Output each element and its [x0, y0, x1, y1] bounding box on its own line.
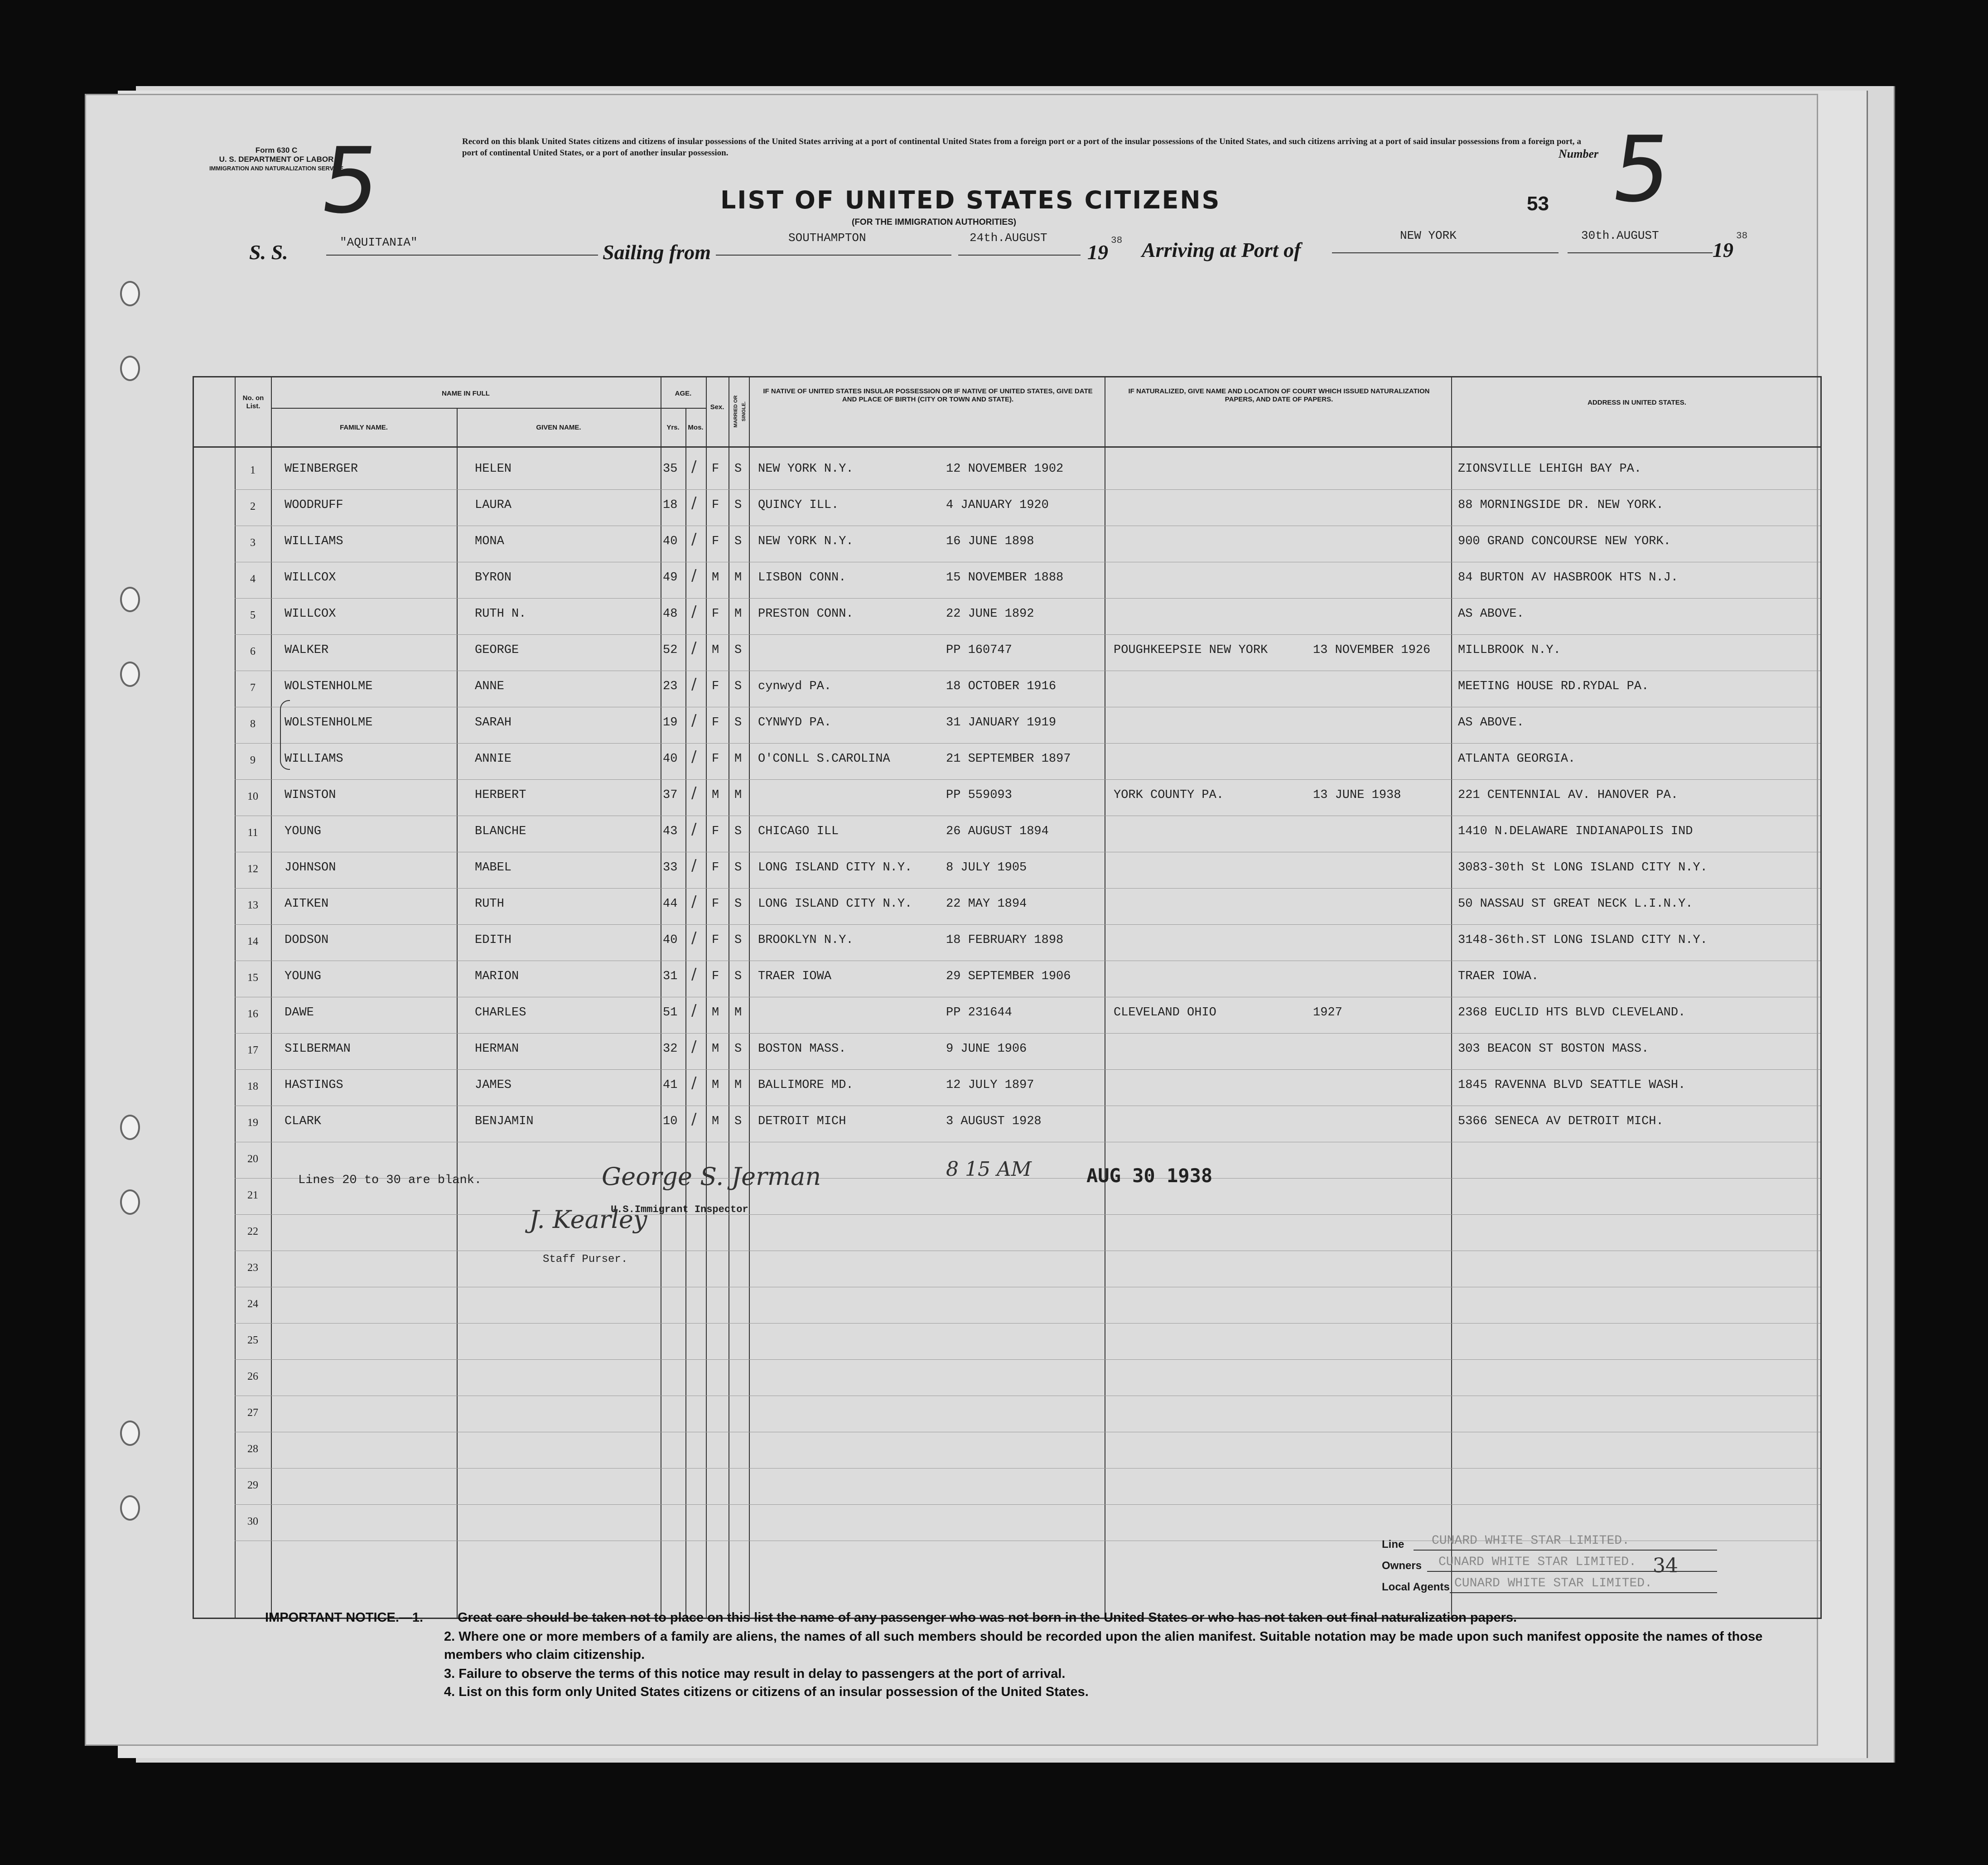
cell-birth-date: 12 NOVEMBER 1902 — [946, 462, 1064, 476]
header-sex: Sex. — [710, 403, 724, 411]
page-title: LIST OF UNITED STATES CITIZENS — [720, 186, 1221, 214]
cell-family: WINSTON — [285, 788, 336, 802]
handwritten-list-number: 5 — [1605, 117, 1678, 222]
cell-given: HERMAN — [475, 1042, 519, 1056]
cell-birth-date: PP 160747 — [946, 643, 1012, 657]
cell-address: 3083-30th St LONG ISLAND CITY N.Y. — [1458, 861, 1708, 875]
row-rule — [235, 1033, 1820, 1034]
cell-ms: M — [734, 1078, 742, 1092]
cell-ms: M — [734, 571, 742, 585]
owners-underline — [1427, 1571, 1717, 1572]
months-tick-mark: / — [691, 784, 697, 802]
owners-value: CUNARD WHITE STAR LIMITED. — [1438, 1555, 1636, 1569]
months-tick-mark: / — [691, 458, 697, 476]
cell-given: JAMES — [475, 1078, 512, 1092]
cell-family: DAWE — [285, 1006, 314, 1019]
cell-birth-place: LONG ISLAND CITY N.Y. — [758, 897, 912, 911]
inspector-title: U.S.Immigrant Inspector — [611, 1204, 748, 1215]
cell-yrs: 44 — [663, 897, 678, 911]
row-number: 11 — [247, 827, 258, 839]
row-number: 15 — [247, 972, 258, 984]
cell-sex: M — [712, 643, 719, 657]
cell-family: YOUNG — [285, 970, 322, 983]
cell-family: WOLSTENHOLME — [285, 716, 373, 730]
date-underline — [958, 255, 1081, 256]
cell-family: WILLIAMS — [285, 535, 343, 548]
cell-given: HERBERT — [475, 788, 526, 802]
name-header-rule — [271, 408, 706, 409]
cell-family: HASTINGS — [285, 1078, 343, 1092]
passenger-table — [193, 376, 1822, 1619]
empty-row-number: 22 — [247, 1226, 258, 1237]
cell-ms: S — [734, 498, 742, 512]
service: IMMIGRATION AND NATURALIZATION SERVICE — [209, 165, 344, 172]
header-naturalized: IF NATURALIZED, GIVE NAME AND LOCATION OF COURT WHICH ISSUED NATURALIZATION PAPERS, AND DATE OF PAPERS. — [1128, 387, 1430, 403]
row-number: 3 — [250, 537, 256, 549]
cell-nat-court: YORK COUNTY PA. — [1114, 788, 1224, 802]
row-number: 7 — [250, 682, 256, 694]
cell-birth-date: 18 OCTOBER 1916 — [946, 680, 1057, 693]
header-years: Yrs. — [666, 424, 680, 431]
cell-given: RUTH N. — [475, 607, 526, 621]
cell-yrs: 32 — [663, 1042, 678, 1056]
cell-birth-date: 12 JULY 1897 — [946, 1078, 1034, 1092]
header-address: ADDRESS IN UNITED STATES. — [1588, 399, 1686, 406]
cell-birth-date: 16 JUNE 1898 — [946, 535, 1034, 548]
months-tick-mark: / — [691, 711, 697, 730]
cell-birth-date: 31 JANUARY 1919 — [946, 716, 1057, 730]
cell-ms: S — [734, 680, 742, 693]
cell-sex: F — [712, 933, 719, 947]
cell-address: 50 NASSAU ST GREAT NECK L.I.N.Y. — [1458, 897, 1693, 911]
binder-hole — [120, 281, 140, 306]
row-number: 8 — [250, 718, 256, 730]
cell-birth-date: 15 NOVEMBER 1888 — [946, 571, 1064, 585]
cell-given: GEORGE — [475, 643, 519, 657]
empty-row-number: 29 — [247, 1479, 258, 1491]
departure-year: 38 — [1111, 236, 1123, 246]
cell-nat-date: 1927 — [1313, 1006, 1342, 1019]
notice-label: IMPORTANT NOTICE.—1. — [265, 1610, 424, 1625]
cell-sex: F — [712, 607, 719, 621]
cell-ms: M — [734, 788, 742, 802]
line-underline — [1414, 1550, 1717, 1551]
row-number: 19 — [247, 1117, 258, 1129]
row-number: 17 — [247, 1044, 258, 1056]
arrival-date: 30th.AUGUST — [1581, 229, 1659, 242]
cell-given: MARION — [475, 970, 519, 983]
row-rule — [235, 489, 1820, 490]
cell-birth-place: TRAER IOWA — [758, 970, 832, 983]
row-number: 9 — [250, 754, 256, 766]
department: U. S. DEPARTMENT OF LABOR — [219, 155, 334, 164]
row-rule — [235, 1504, 1820, 1505]
cell-given: BYRON — [475, 571, 512, 585]
cell-birth-place: NEW YORK N.Y. — [758, 535, 854, 548]
cell-birth-place: BROOKLYN N.Y. — [758, 933, 854, 947]
months-tick-mark: / — [691, 530, 697, 548]
cell-family: WOODRUFF — [285, 498, 343, 512]
number-label: Number — [1559, 147, 1599, 160]
cell-yrs: 19 — [663, 716, 678, 730]
empty-row-number: 30 — [247, 1516, 258, 1527]
agents-underline — [1450, 1592, 1717, 1593]
row-number: 4 — [250, 573, 256, 585]
cell-birth-date: 8 JULY 1905 — [946, 861, 1027, 875]
inspector-time: 8 15 AM — [946, 1158, 1032, 1181]
arrival-port: NEW YORK — [1400, 229, 1457, 242]
empty-row-number: 26 — [247, 1371, 258, 1382]
cell-given: BLANCHE — [475, 825, 526, 838]
row-number: 18 — [247, 1081, 258, 1092]
family-bracket — [280, 700, 290, 770]
cell-family: YOUNG — [285, 825, 322, 838]
binder-hole — [120, 1495, 140, 1521]
cell-address: 88 MORNINGSIDE DR. NEW YORK. — [1458, 498, 1664, 512]
cell-ms: M — [734, 607, 742, 621]
ship-name: "AQUITANIA" — [340, 236, 418, 249]
cell-sex: M — [712, 1042, 719, 1056]
cell-address: 1845 RAVENNA BLVD SEATTLE WASH. — [1458, 1078, 1686, 1092]
months-tick-mark: / — [691, 929, 697, 947]
column-divider — [685, 408, 686, 1618]
cell-family: SILBERMAN — [285, 1042, 351, 1056]
header-birth: IF NATIVE OF UNITED STATES INSULAR POSSESSION OR IF NATIVE OF UNITED STATES, GIVE DATE AND PLACE OF BIRTH (CITY OR TOWN AND STATE). — [763, 387, 1093, 403]
departure-date: 24th.AUGUST — [970, 231, 1047, 245]
cell-birth-date: 9 JUNE 1906 — [946, 1042, 1027, 1056]
months-tick-mark: / — [691, 856, 697, 875]
row-rule — [235, 924, 1820, 925]
cell-birth-date: 18 FEBRUARY 1898 — [946, 933, 1064, 947]
empty-row-number: 25 — [247, 1334, 258, 1346]
cell-sex: F — [712, 716, 719, 730]
row-rule — [235, 634, 1820, 635]
cell-yrs: 40 — [663, 535, 678, 548]
arrival-date-underline — [1568, 252, 1713, 253]
months-tick-mark: / — [691, 566, 697, 585]
cell-family: CLARK — [285, 1115, 322, 1128]
cell-yrs: 18 — [663, 498, 678, 512]
row-rule — [235, 1468, 1820, 1469]
departure-port: SOUTHAMPTON — [788, 231, 866, 245]
page-number: 34 — [1653, 1554, 1678, 1577]
cell-nat-court: POUGHKEEPSIE NEW YORK — [1114, 643, 1268, 657]
notice-item-4: 4. List on this form only United States citizens or citizens of an insular possession of the United States. — [444, 1685, 1089, 1699]
sailing-from-label: Sailing from — [603, 241, 711, 264]
line-value: CUNARD WHITE STAR LIMITED. — [1432, 1534, 1630, 1548]
form-number: Form 630 C — [255, 146, 298, 155]
cell-birth-place: QUINCY ILL. — [758, 498, 839, 512]
cell-given: HELEN — [475, 462, 512, 476]
arrival-year-prefix: 19 — [1713, 238, 1733, 261]
cell-address: TRAER IOWA. — [1458, 970, 1539, 983]
cell-birth-place: LISBON CONN. — [758, 571, 846, 585]
row-rule — [235, 1069, 1820, 1070]
printed-number: 53 — [1527, 193, 1549, 215]
row-rule — [235, 1323, 1820, 1324]
cell-yrs: 10 — [663, 1115, 678, 1128]
header-age: AGE. — [675, 390, 692, 397]
empty-row-number: 28 — [247, 1443, 258, 1455]
cell-sex: M — [712, 571, 719, 585]
binder-hole — [120, 1115, 140, 1140]
agents-value: CUNARD WHITE STAR LIMITED. — [1454, 1576, 1652, 1590]
cell-sex: F — [712, 498, 719, 512]
header-married-single: MARRIED OR SINGLE. — [733, 395, 747, 428]
row-number: 12 — [247, 863, 258, 875]
binder-hole — [120, 1420, 140, 1446]
cell-family: WOLSTENHOLME — [285, 680, 373, 693]
binder-hole — [120, 1189, 140, 1215]
table-top-rule — [194, 376, 1820, 377]
blank-lines-note: Lines 20 to 30 are blank. — [298, 1174, 482, 1187]
cell-yrs: 49 — [663, 571, 678, 585]
empty-row-number: 21 — [247, 1189, 258, 1201]
cell-sex: M — [712, 1006, 719, 1019]
cell-birth-date: 29 SEPTEMBER 1906 — [946, 970, 1071, 983]
cell-birth-place: BALLIMORE MD. — [758, 1078, 854, 1092]
cell-yrs: 37 — [663, 788, 678, 802]
months-tick-mark: / — [691, 965, 697, 983]
header-bottom-rule — [194, 446, 1820, 448]
months-tick-mark: / — [691, 1074, 697, 1092]
agents-label: Local Agents — [1382, 1581, 1450, 1593]
date-stamp: AUG 30 1938 — [1086, 1164, 1213, 1187]
cell-sex: F — [712, 680, 719, 693]
cell-ms: S — [734, 933, 742, 947]
cell-address: ZIONSVILLE LEHIGH BAY PA. — [1458, 462, 1642, 476]
row-number: 6 — [250, 646, 256, 657]
notice-item-3: 3. Failure to observe the terms of this notice may result in delay to passengers at the port of arrival. — [444, 1667, 1066, 1681]
cell-yrs: 33 — [663, 861, 678, 875]
cell-ms: S — [734, 535, 742, 548]
cell-family: WALKER — [285, 643, 329, 657]
header-name-in-full: NAME IN FULL — [442, 390, 490, 397]
cell-yrs: 41 — [663, 1078, 678, 1092]
form-instructions: Record on this blank United States citizens and citizens of insular possessions of the United States arriving at a port of continental United States from a foreign port or a port of the insular possessions of the United States, and such citizens arriving at a port of said insular possessions from a foreign port, a port of continental United States, or a port of another insular possession. — [462, 137, 1581, 158]
cell-address: AS ABOVE. — [1458, 607, 1524, 621]
cell-family: JOHNSON — [285, 861, 336, 875]
cell-birth-place: cynwyd PA. — [758, 680, 832, 693]
ss-label: S. S. — [249, 241, 288, 264]
cell-ms: S — [734, 1042, 742, 1056]
cell-birth-date: PP 559093 — [946, 788, 1012, 802]
row-number: 14 — [247, 936, 258, 947]
row-rule — [235, 1359, 1820, 1360]
cell-nat-date: 13 NOVEMBER 1926 — [1313, 643, 1431, 657]
row-rule — [235, 888, 1820, 889]
cell-given: BENJAMIN — [475, 1115, 534, 1128]
cell-address: 2368 EUCLID HTS BLVD CLEVELAND. — [1458, 1006, 1686, 1019]
row-rule — [235, 1214, 1820, 1215]
cell-birth-place: DETROIT MICH — [758, 1115, 846, 1128]
cell-birth-place: CYNWYD PA. — [758, 716, 832, 730]
cell-ms: S — [734, 825, 742, 838]
cell-address: MILLBROOK N.Y. — [1458, 643, 1561, 657]
header-family-name: FAMILY NAME. — [340, 424, 388, 431]
manifest-sheet — [86, 95, 1817, 1744]
cell-birth-place: BOSTON MASS. — [758, 1042, 846, 1056]
cell-ms: M — [734, 752, 742, 766]
cell-sex: F — [712, 970, 719, 983]
cell-family: WILLCOX — [285, 607, 336, 621]
cell-given: SARAH — [475, 716, 512, 730]
row-number: 16 — [247, 1008, 258, 1020]
cell-address: 5366 SENECA AV DETROIT MICH. — [1458, 1115, 1664, 1128]
cell-birth-place: LONG ISLAND CITY N.Y. — [758, 861, 912, 875]
inspector-signature: George S. Jerman — [602, 1162, 821, 1191]
cell-sex: F — [712, 861, 719, 875]
purser-title: Staff Purser. — [543, 1253, 628, 1266]
cell-ms: M — [734, 1006, 742, 1019]
row-number: 2 — [250, 501, 256, 512]
row-number: 13 — [247, 899, 258, 911]
cell-ms: S — [734, 1115, 742, 1128]
months-tick-mark: / — [691, 603, 697, 621]
cell-birth-date: 3 AUGUST 1928 — [946, 1115, 1042, 1128]
empty-row-number: 27 — [247, 1407, 258, 1419]
cell-ms: S — [734, 716, 742, 730]
notice-item-1: Great care should be taken not to place on this list the name of any passenger who was not born in the United States or who has not taken out final naturalization papers. — [458, 1610, 1517, 1625]
cell-sex: F — [712, 462, 719, 476]
cell-sex: M — [712, 1078, 719, 1092]
cell-address: AS ABOVE. — [1458, 716, 1524, 730]
months-tick-mark: / — [691, 820, 697, 838]
cell-sex: M — [712, 1115, 719, 1128]
cell-birth-place: NEW YORK N.Y. — [758, 462, 854, 476]
handwritten-corner-number: 5 — [314, 128, 387, 234]
cell-ms: S — [734, 861, 742, 875]
cell-birth-place: PRESTON CONN. — [758, 607, 854, 621]
cell-sex: M — [712, 788, 719, 802]
months-tick-mark: / — [691, 494, 697, 512]
row-rule — [235, 779, 1820, 780]
cell-ms: S — [734, 897, 742, 911]
months-tick-mark: / — [691, 748, 697, 766]
empty-row-number: 24 — [247, 1298, 258, 1310]
cell-birth-date: 4 JANUARY 1920 — [946, 498, 1049, 512]
port-underline — [716, 255, 951, 256]
cell-address: 3148-36th.ST LONG ISLAND CITY N.Y. — [1458, 933, 1708, 947]
cell-birth-date: 21 SEPTEMBER 1897 — [946, 752, 1071, 766]
cell-yrs: 31 — [663, 970, 678, 983]
cell-yrs: 48 — [663, 607, 678, 621]
cell-sex: F — [712, 752, 719, 766]
header-given-name: GIVEN NAME. — [536, 424, 581, 431]
cell-birth-date: 22 MAY 1894 — [946, 897, 1027, 911]
cell-yrs: 40 — [663, 933, 678, 947]
cell-given: MABEL — [475, 861, 512, 875]
header-months: Mos. — [688, 424, 704, 431]
cell-given: ANNE — [475, 680, 504, 693]
cell-ms: S — [734, 970, 742, 983]
cell-birth-date: PP 231644 — [946, 1006, 1012, 1019]
cell-address: 221 CENTENNIAL AV. HANOVER PA. — [1458, 788, 1679, 802]
cell-yrs: 40 — [663, 752, 678, 766]
cell-address: 303 BEACON ST BOSTON MASS. — [1458, 1042, 1649, 1056]
cell-given: EDITH — [475, 933, 512, 947]
arrival-year: 38 — [1736, 231, 1748, 242]
cell-address: 1410 N.DELAWARE INDIANAPOLIS IND — [1458, 825, 1693, 838]
empty-row-number: 20 — [247, 1153, 258, 1165]
row-number: 10 — [247, 791, 258, 802]
cell-yrs: 43 — [663, 825, 678, 838]
header-no: No. on List. — [242, 394, 264, 410]
cell-given: LAURA — [475, 498, 512, 512]
ship-underline — [326, 255, 598, 256]
cell-given: ANNIE — [475, 752, 512, 766]
cell-yrs: 51 — [663, 1006, 678, 1019]
months-tick-mark: / — [691, 675, 697, 693]
cell-ms: S — [734, 643, 742, 657]
cell-given: MONA — [475, 535, 504, 548]
cell-sex: F — [712, 825, 719, 838]
cell-given: RUTH — [475, 897, 504, 911]
notice-item-2: 2. Where one or more members of a family are aliens, the names of all such members should be recorded upon the alien manifest. Suitable notation may be made upon such manifest opposite the names of those members who claim citizenship. — [444, 1629, 1763, 1662]
cell-family: WEINBERGER — [285, 462, 358, 476]
page-subtitle: (FOR THE IMMIGRATION AUTHORITIES) — [852, 217, 1017, 227]
binder-hole — [120, 662, 140, 687]
arriving-label: Arriving at Port of — [1142, 238, 1301, 261]
line-label: Line — [1382, 1538, 1404, 1551]
months-tick-mark: / — [691, 1110, 697, 1128]
cell-nat-date: 13 JUNE 1938 — [1313, 788, 1401, 802]
row-rule — [235, 743, 1820, 744]
cell-family: DODSON — [285, 933, 329, 947]
column-divider — [457, 408, 458, 1618]
cell-address: MEETING HOUSE RD.RYDAL PA. — [1458, 680, 1649, 693]
binder-hole — [120, 587, 140, 612]
cell-nat-court: CLEVELAND OHIO — [1114, 1006, 1216, 1019]
cell-family: AITKEN — [285, 897, 329, 911]
cell-birth-date: 26 AUGUST 1894 — [946, 825, 1049, 838]
cell-given: CHARLES — [475, 1006, 526, 1019]
cell-yrs: 35 — [663, 462, 678, 476]
binder-hole — [120, 356, 140, 381]
cell-address: 84 BURTON AV HASBROOK HTS N.J. — [1458, 571, 1679, 585]
cell-sex: F — [712, 897, 719, 911]
cell-yrs: 23 — [663, 680, 678, 693]
departure-year-prefix: 19 — [1087, 241, 1108, 264]
cell-ms: S — [734, 462, 742, 476]
cell-family: WILLIAMS — [285, 752, 343, 766]
cell-address: 900 GRAND CONCOURSE NEW YORK. — [1458, 535, 1671, 548]
months-tick-mark: / — [691, 893, 697, 911]
cell-yrs: 52 — [663, 643, 678, 657]
cell-birth-place: O'CONLL S.CAROLINA — [758, 752, 890, 766]
cell-birth-date: 22 JUNE 1892 — [946, 607, 1034, 621]
owners-label: Owners — [1382, 1560, 1422, 1572]
cell-sex: F — [712, 535, 719, 548]
months-tick-mark: / — [691, 1038, 697, 1056]
cell-birth-place: CHICAGO ILL — [758, 825, 839, 838]
cell-family: WILLCOX — [285, 571, 336, 585]
arrival-underline — [1332, 252, 1559, 253]
cell-address: ATLANTA GEORGIA. — [1458, 752, 1576, 766]
purser-signature: J. Kearley — [529, 1205, 647, 1234]
months-tick-mark: / — [691, 1001, 697, 1019]
row-number: 5 — [250, 609, 256, 621]
row-number: 1 — [250, 464, 256, 476]
row-rule — [235, 598, 1820, 599]
months-tick-mark: / — [691, 639, 697, 657]
empty-row-number: 23 — [247, 1262, 258, 1274]
